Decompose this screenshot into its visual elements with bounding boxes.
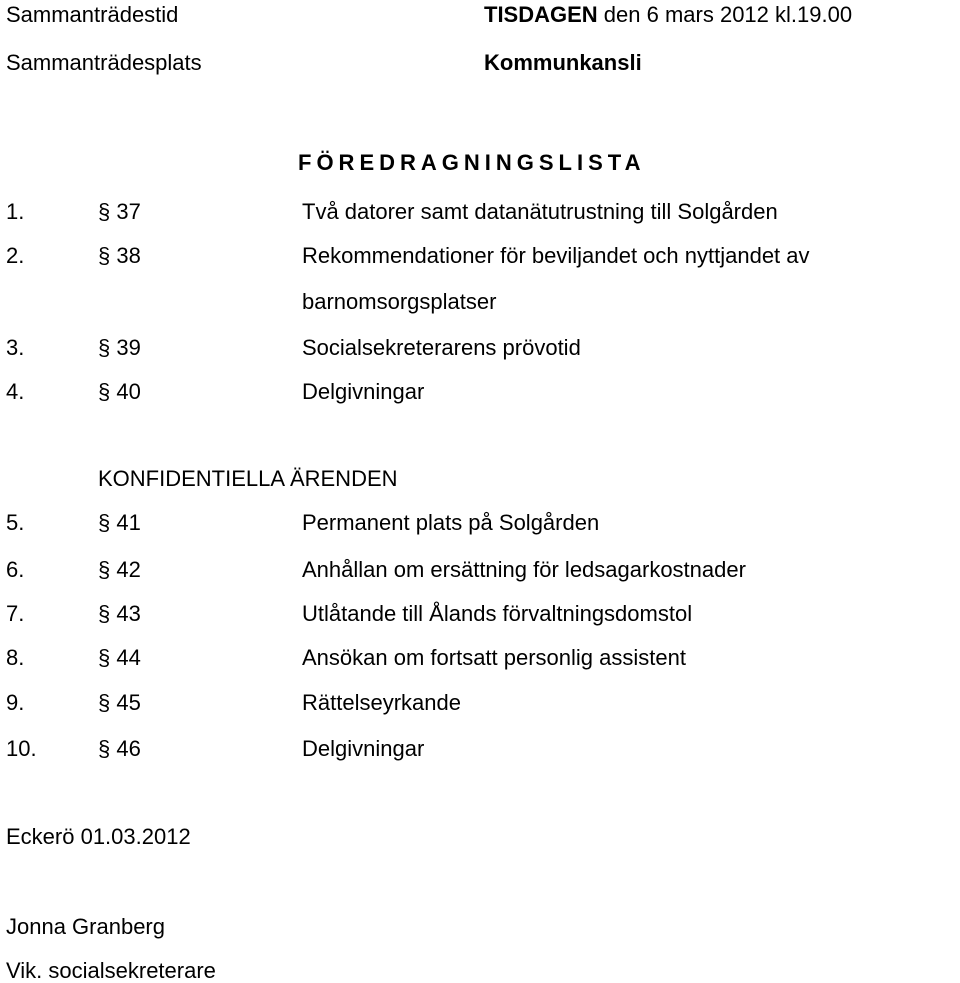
agenda-item-2-text-continued: barnomsorgsplatser [302, 289, 497, 314]
agenda-item-7-paragraph: § 43 [98, 601, 141, 626]
agenda-item-7-text: Utlåtande till Ålands förvaltningsdomstol [302, 601, 693, 626]
agenda-title: FÖREDRAGNINGSLISTA [298, 150, 646, 175]
agenda-item-8-text: Ansökan om fortsatt personlig assistent [302, 645, 686, 670]
signer-title: Vik. socialsekreterare [6, 958, 216, 983]
place-and-date: Eckerö 01.03.2012 [6, 824, 191, 849]
meeting-time-value [484, 4, 852, 26]
agenda-item-9-number: 9. [6, 690, 25, 715]
agenda-item-4-paragraph: § 40 [98, 379, 141, 404]
agenda-item-5-text: Permanent plats på Solgården [302, 510, 600, 535]
agenda-item-6-text: Anhållan om ersättning för ledsagarkostnader [302, 557, 746, 582]
agenda-item-7-number: 7. [6, 601, 25, 626]
agenda-item-1-text: Två datorer samt datanätutrustning till Solgården [302, 199, 778, 224]
agenda-item-5-paragraph: § 41 [98, 510, 141, 535]
agenda-item-4-text: Delgivningar [302, 379, 425, 404]
agenda-item-3-text: Socialsekreterarens prövotid [302, 335, 581, 360]
agenda-item-2-text: Rekommendationer för beviljandet och nyttjandet av [302, 243, 810, 268]
agenda-item-8-number: 8. [6, 645, 25, 670]
agenda-item-6-paragraph: § 42 [98, 557, 141, 582]
agenda-item-6-number: 6. [6, 557, 25, 582]
agenda-item-5-number: 5. [6, 510, 25, 535]
agenda-item-10-paragraph: § 46 [98, 736, 141, 761]
agenda-item-2-number: 2. [6, 243, 25, 268]
meeting-place-label: Sammanträdesplats [6, 50, 202, 75]
agenda-item-2-paragraph: § 38 [98, 243, 141, 268]
agenda-item-10-number: 10. [6, 736, 37, 761]
meeting-day: TISDAGEN [484, 2, 598, 27]
agenda-item-4-number: 4. [6, 379, 25, 404]
agenda-item-10-text: Delgivningar [302, 736, 425, 761]
meeting-date-time: den 6 mars 2012 kl.19.00 [597, 2, 853, 27]
confidential-heading: KONFIDENTIELLA ÄRENDEN [98, 466, 398, 491]
agenda-item-9-paragraph: § 45 [98, 690, 141, 715]
agenda-item-3-paragraph: § 39 [98, 335, 141, 360]
agenda-item-9-text: Rättelseyrkande [302, 690, 461, 715]
agenda-item-1-paragraph: § 37 [98, 199, 141, 224]
agenda-item-3-number: 3. [6, 335, 25, 360]
signer-name: Jonna Granberg [6, 914, 165, 939]
agenda-item-8-paragraph: § 44 [98, 645, 141, 670]
meeting-time-label: Sammanträdestid [6, 2, 179, 27]
meeting-place-value: Kommunkansli [484, 50, 642, 75]
agenda-item-1-number: 1. [6, 199, 25, 224]
